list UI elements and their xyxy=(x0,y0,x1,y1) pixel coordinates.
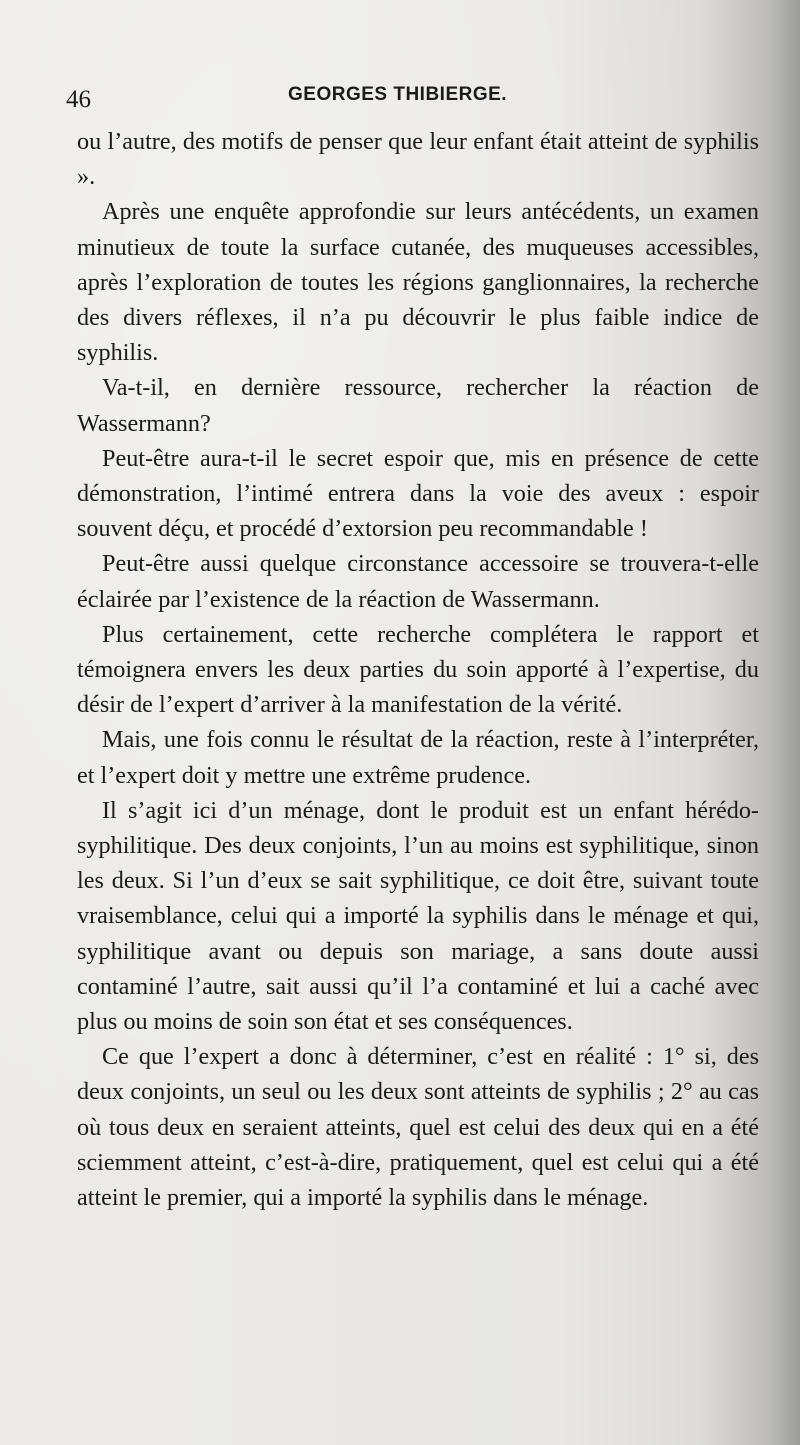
paragraph-3: Va-t-il, en dernière ressource, rechercher la réaction de Wassermann? xyxy=(77,374,759,437)
paragraph-9: Ce que l’expert a donc à déterminer, c’est en réalité : 1° si, des deux conjoints, un seul ou les deux sont atteints de syphilis ; 2° au cas où tous deux en seraient atteints, quel est celui des deux qui en a été sciemment atteint, c’est-à-dire, pratiquement, quel est celui qui a été atteint le premier, qui a importé la syphilis dans le ménage. xyxy=(77,1043,759,1212)
paragraph-1: ou l’autre, des motifs de penser que leur enfant était atteint de syphilis ». xyxy=(77,128,759,191)
body-text xyxy=(77,124,759,1215)
page-number: 46 xyxy=(66,86,91,113)
paragraph-4: Peut-être aura-t-il le secret espoir que, mis en présence de cette démonstration, l’intimé entrera dans la voie des aveux : espoir souvent déçu, et procédé d’extorsion peu recommandable ! xyxy=(77,444,759,543)
paragraph-5: Peut-être aussi quelque circonstance accessoire se trouvera-t-elle éclairée par l’existence de la réaction de Wassermann. xyxy=(77,550,759,613)
paragraph-6: Plus certainement, cette recherche complétera le rapport et témoignera envers les deux parties du soin apporté à l’expertise, du désir de l’expert d’arriver à la manifestation de la vérité. xyxy=(77,620,759,719)
paragraph-7: Mais, une fois connu le résultat de la réaction, reste à l’interpréter, et l’expert doit y mettre une extrême prudence. xyxy=(77,726,759,789)
running-head: GEORGES THIBIERGE. xyxy=(288,84,508,105)
paragraph-2: Après une enquête approfondie sur leurs antécédents, un examen minutieux de toute la surface cutanée, des muqueuses accessibles, après l’exploration de toutes les régions ganglionnaires, la recherche des divers réflexes, il n’a pu découvrir le plus faible indice de syphilis. xyxy=(77,198,759,367)
paragraph-8: Il s’agit ici d’un ménage, dont le produit est un enfant hérédo-syphilitique. Des deux conjoints, l’un au moins est syphilitique, sinon les deux. Si l’un d’eux se sait syphilitique, ce doit être, suivant toute vraisemblance, celui qui a importé la syphilis dans le ménage et qui, syphilitique avant ou depuis son mariage, a sans doute aussi contaminé l’autre, sait aussi qu’il l’a contaminé et lui a caché avec plus ou moins de soin son état et ses conséquences. xyxy=(77,796,759,1036)
page-header xyxy=(66,80,756,120)
